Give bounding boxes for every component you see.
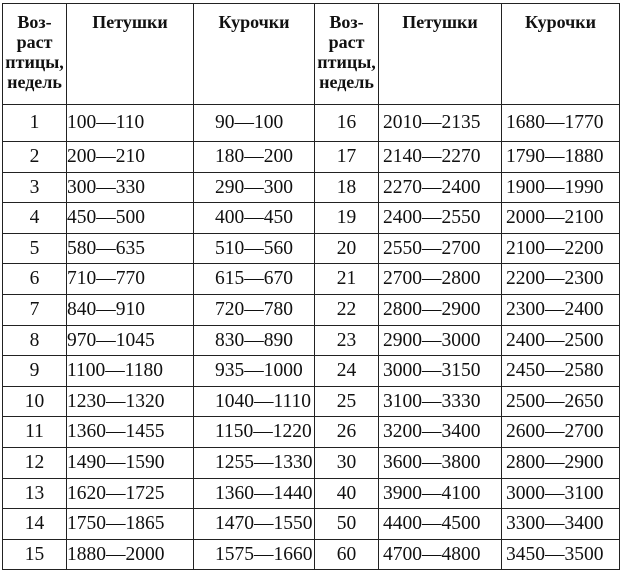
cell-hens-right: 1900—1990 [502,172,620,203]
cell-age-left: 1 [3,105,67,142]
table-row [3,386,620,417]
cell-hens-left: 90—100 [194,105,315,142]
cell-hens-left: 1040—1110 [194,386,315,417]
cell-hens-right: 3300—3400 [502,509,620,540]
header-age-left [3,4,67,105]
cell-age-left: 3 [3,172,67,203]
cell-age-right: 24 [315,356,379,387]
cell-hens-left: 290—300 [194,172,315,203]
table-row [3,142,620,173]
cell-hens-left: 720—780 [194,294,315,325]
header-hens-left: Курочки [194,4,315,105]
cell-roosters-left: 450—500 [67,203,194,234]
cell-roosters-right: 3000—3150 [379,356,502,387]
cell-roosters-right: 2700—2800 [379,264,502,295]
cell-age-right: 23 [315,325,379,356]
cell-hens-left: 400—450 [194,203,315,234]
table-header [3,4,620,105]
cell-roosters-right: 2400—2550 [379,203,502,234]
cell-roosters-right: 2010—2135 [379,105,502,142]
header-age-right-line: недель [319,72,374,92]
cell-roosters-left: 970—1045 [67,325,194,356]
cell-roosters-left: 580—635 [67,233,194,264]
cell-age-left: 8 [3,325,67,356]
cell-age-right: 30 [315,447,379,478]
cell-roosters-right: 3900—4100 [379,478,502,509]
cell-age-right: 19 [315,203,379,234]
table-row [3,478,620,509]
weight-table [2,3,620,570]
header-age-left-line: птицы, [5,52,64,72]
cell-roosters-right: 4400—4500 [379,509,502,540]
cell-roosters-right: 2800—2900 [379,294,502,325]
cell-hens-left: 1150—1220 [194,417,315,448]
table-row [3,447,620,478]
table-body [3,105,620,570]
cell-age-left: 14 [3,509,67,540]
cell-age-right: 18 [315,172,379,203]
table-row [3,233,620,264]
table-row [3,203,620,234]
cell-roosters-right: 3200—3400 [379,417,502,448]
cell-hens-right: 3450—3500 [502,539,620,570]
cell-hens-left: 615—670 [194,264,315,295]
cell-age-left: 5 [3,233,67,264]
cell-hens-left: 180—200 [194,142,315,173]
cell-age-right: 26 [315,417,379,448]
cell-age-left: 2 [3,142,67,173]
cell-hens-right: 2400—2500 [502,325,620,356]
cell-hens-right: 3000—3100 [502,478,620,509]
header-row [3,4,620,105]
table-row [3,294,620,325]
table-row [3,105,620,142]
header-age-right-line: Воз- [329,12,364,32]
cell-roosters-right: 4700—4800 [379,539,502,570]
cell-hens-left: 830—890 [194,325,315,356]
cell-age-left: 7 [3,294,67,325]
cell-age-left: 10 [3,386,67,417]
table-row [3,539,620,570]
cell-roosters-left: 100—110 [67,105,194,142]
cell-age-right: 25 [315,386,379,417]
cell-age-left: 9 [3,356,67,387]
header-roosters-left: Петушки [67,4,194,105]
header-age-left-line: раст [16,32,53,52]
table-row [3,172,620,203]
cell-hens-right: 2300—2400 [502,294,620,325]
cell-roosters-left: 200—210 [67,142,194,173]
cell-roosters-right: 2900—3000 [379,325,502,356]
cell-roosters-left: 1100—1180 [67,356,194,387]
cell-hens-right: 2200—2300 [502,264,620,295]
cell-hens-right: 1790—1880 [502,142,620,173]
cell-roosters-left: 1490—1590 [67,447,194,478]
header-age-left-line: Воз- [17,12,52,32]
cell-roosters-left: 1750—1865 [67,509,194,540]
cell-roosters-right: 3100—3330 [379,386,502,417]
table-row [3,417,620,448]
header-age-right [315,4,379,105]
cell-roosters-right: 2270—2400 [379,172,502,203]
cell-age-left: 13 [3,478,67,509]
cell-roosters-right: 2550—2700 [379,233,502,264]
cell-age-right: 21 [315,264,379,295]
cell-age-left: 4 [3,203,67,234]
cell-hens-right: 1680—1770 [502,105,620,142]
header-hens-right: Курочки [502,4,620,105]
header-roosters-right: Петушки [379,4,502,105]
cell-roosters-left: 840—910 [67,294,194,325]
cell-hens-right: 2450—2580 [502,356,620,387]
table-row [3,356,620,387]
cell-hens-left: 1360—1440 [194,478,315,509]
cell-roosters-left: 1230—1320 [67,386,194,417]
cell-roosters-left: 710—770 [67,264,194,295]
cell-hens-right: 2600—2700 [502,417,620,448]
cell-hens-left: 510—560 [194,233,315,264]
cell-age-left: 15 [3,539,67,570]
cell-hens-left: 1255—1330 [194,447,315,478]
table-row [3,325,620,356]
cell-hens-left: 1575—1660 [194,539,315,570]
cell-hens-right: 2000—2100 [502,203,620,234]
cell-hens-right: 2800—2900 [502,447,620,478]
cell-age-right: 60 [315,539,379,570]
cell-hens-left: 1470—1550 [194,509,315,540]
table-row [3,264,620,295]
cell-hens-left: 935—1000 [194,356,315,387]
cell-age-right: 16 [315,105,379,142]
cell-roosters-left: 1880—2000 [67,539,194,570]
cell-hens-right: 2500—2650 [502,386,620,417]
cell-hens-right: 2100—2200 [502,233,620,264]
table-row [3,509,620,540]
cell-age-right: 20 [315,233,379,264]
cell-roosters-right: 2140—2270 [379,142,502,173]
cell-roosters-right: 3600—3800 [379,447,502,478]
header-age-right-line: птицы, [317,52,376,72]
cell-roosters-left: 300—330 [67,172,194,203]
header-age-left-line: недель [7,72,62,92]
cell-age-right: 22 [315,294,379,325]
cell-roosters-left: 1360—1455 [67,417,194,448]
cell-age-left: 12 [3,447,67,478]
cell-roosters-left: 1620—1725 [67,478,194,509]
header-age-right-line: раст [328,32,365,52]
cell-age-right: 17 [315,142,379,173]
cell-age-right: 40 [315,478,379,509]
cell-age-right: 50 [315,509,379,540]
cell-age-left: 11 [3,417,67,448]
cell-age-left: 6 [3,264,67,295]
